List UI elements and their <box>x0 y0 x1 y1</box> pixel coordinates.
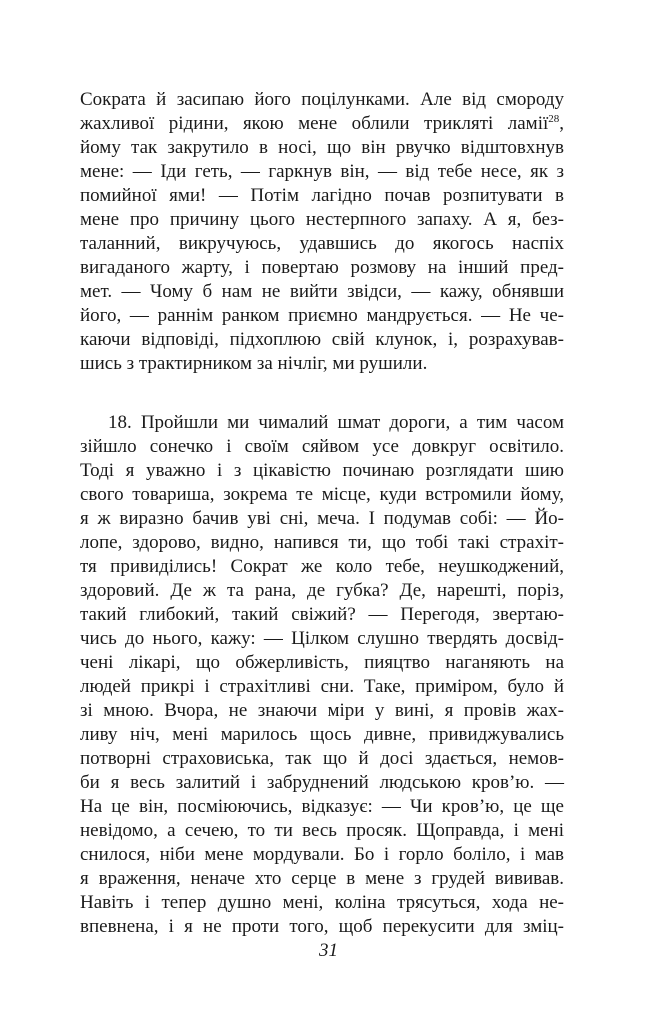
text-span: жахливої рідини, якою мене облили трикляті ламії <box>80 113 549 134</box>
text-line: 18. Пройшли ми чималий шмат дороги, а тим часом <box>108 412 564 433</box>
text-line: зійшло сонечко і своїм сяйвом усе довкруг освітило. <box>80 436 564 457</box>
text-line: чені лікарі, що обжерливість, пияцтво наганяють на <box>80 652 564 673</box>
text-line: йому так закрутило в носі, що він рвучко відштовхнув <box>80 137 564 158</box>
text-line: здоровий. Де ж та рана, де губка? Де, нарешті, поріз, <box>80 580 564 601</box>
text-line: Сократа й засипаю його поцілунками. Але від смороду <box>80 89 564 110</box>
text-line: чись до нього, кажу: — Цілком слушно твердять досвід- <box>80 628 564 649</box>
page-number: 31 <box>319 940 338 961</box>
text-line: я враження, неначе хто серце в мене з грудей вививав. <box>80 868 564 889</box>
text-line: тя привиділись! Сократ же коло тебе, неушкоджений, <box>80 556 564 577</box>
text-line: Тоді я уважно і з цікавістю починаю розглядати шию <box>80 460 564 481</box>
text-line: шись з трактирником за нічліг, ми рушили. <box>80 353 428 374</box>
text-line: потворні страховиська, так що й досі здається, немов- <box>80 748 564 769</box>
text-line: невідомо, а сечею, то ти весь просяк. Щоправда, і мені <box>80 820 564 841</box>
text-line: я ж виразно бачив уві сні, меча. І подумав собі: — Йо- <box>80 508 564 529</box>
text-line: мене: — Іди геть, — гаркнув він, — від тебе несе, як з <box>80 161 564 182</box>
text-line: снилося, ніби мене мордували. Бо і горло боліло, і мав <box>80 844 564 865</box>
text-line: впевнена, і я не проти того, щоб перекусити для зміц- <box>80 916 564 937</box>
text-line: людей прикрі і страхітливі сни. Таке, приміром, було й <box>80 676 564 697</box>
text-line: його, — раннім ранком приємно мандрується. — Не че- <box>80 305 564 326</box>
text-line: каючи відповіді, підхоплюю свій клунок, і, розрахував- <box>80 329 564 350</box>
text-line: таланний, викручуюсь, удавшись до якогось наспіх <box>80 233 564 254</box>
text-line: свого товариша, зокрема те місце, куди встромили йому, <box>80 484 564 505</box>
footnote-reference[interactable]: 28 <box>548 113 560 125</box>
text-line: жахливої рідини, якою мене облили трикляті ламії$^{28}$, <box>80 113 564 134</box>
text-line: Навіть і тепер душно мені, коліна трясуться, хода не- <box>80 892 564 913</box>
text-line: зі мною. Вчора, не знаючи міри у вині, я провів жах- <box>80 700 564 721</box>
text-line: На це він, посміюючись, відказує: — Чи кров’ю, це ще <box>80 796 564 817</box>
text-line: мене про причину цього нестерпного запаху. А я, без- <box>80 209 564 230</box>
text-line: ливу ніч, мені марилось щось дивне, привиджувались <box>80 724 564 745</box>
text-line: такий глибокий, такий свіжий? — Перегодя, звертаю- <box>80 604 564 625</box>
text-line: лопе, здорово, видно, напився ти, що тобі такі страхіт- <box>80 532 564 553</box>
text-line: вигаданого жарту, і повертаю розмову на інший пред- <box>80 257 564 278</box>
text-line: би я весь залитий і забруднений людською кров’ю. — <box>80 772 564 793</box>
text-line: мет. — Чому б нам не вийти звідси, — кажу, обнявши <box>80 281 564 302</box>
text-line: помийної ями! — Потім лагідно почав розпитувати в <box>80 185 564 206</box>
